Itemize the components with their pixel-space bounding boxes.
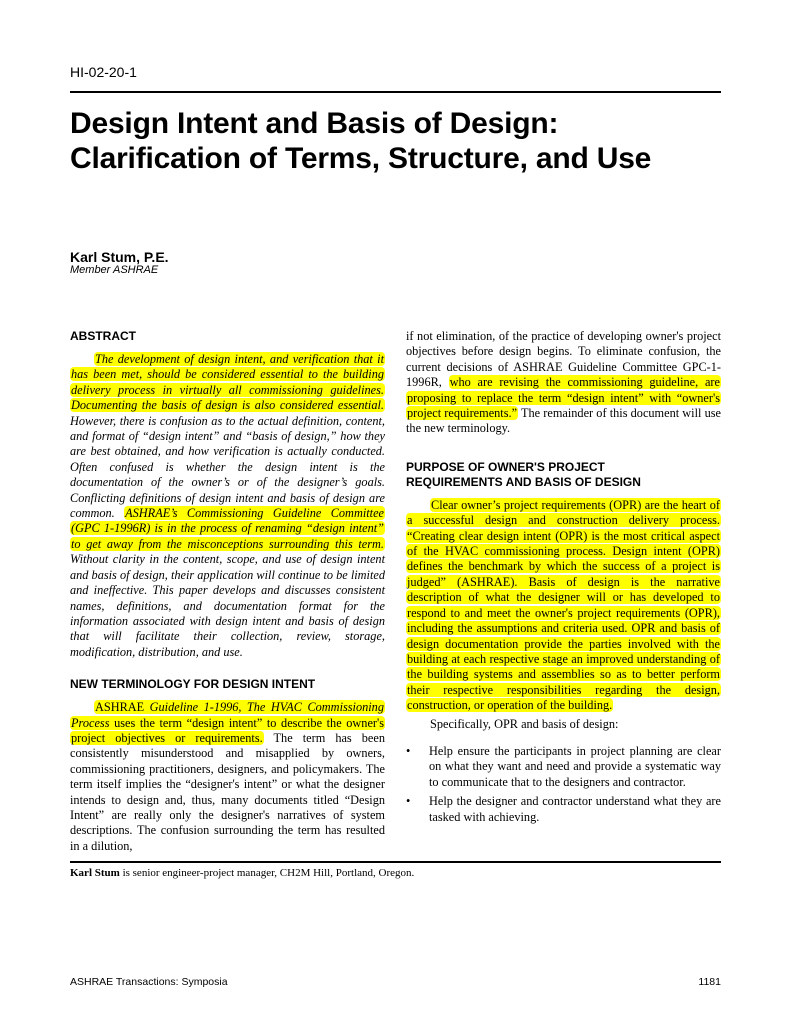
footnote-rule-divider — [70, 861, 721, 863]
abstract-heading: ABSTRACT — [70, 329, 136, 343]
hl-text-a: ASHRAE — [95, 700, 150, 715]
right-column — [406, 329, 721, 829]
author-name: Karl Stum, P.E. — [70, 249, 169, 265]
highlight-abstract-2: ASHRAE’s Commissioning Guideline Committee (GPC 1-1996R) is in the process of renaming “design intent” to get away from the misconceptions surrounding this term. — [71, 506, 384, 551]
bullet-item — [406, 744, 721, 790]
author-affiliation: Member ASHRAE — [70, 264, 159, 276]
highlight-purpose: Clear owner’s project requirements (OPR) are the heart of a successful design and construction delivery process. “Creating clear design intent (OPR) is the most critical aspect of the HVAC commissioning process. Design intent (OPR) defines the benchmark by which the success of a project is judged” (ASHRAE). Basis of design is the narrative description of what the designer will or has developed to respond to and meet the owner's project requirements (OPR), including the assumptions and criteria used. OPR and basis of design documentation provide the parties involved with the building at each respective stage an improved understanding of the building systems and assemblies so as to better perform their respective responsibilities regarding the design, construction, or operation of the building. — [407, 497, 720, 713]
abstract-text-2: However, there is confusion as to the actual definition, content, and format of “design intent” and “basis of design,” how they are best obtained, and how verification is actually conducted. Often confused is whether the design intent is the documentation of the owner’s or of the designer’s goals. Conflicting definitions of design intent and basis of design are common. — [70, 413, 385, 521]
bullet-text: Help the designer and contractor understand what they are tasked with achieving. — [429, 794, 721, 824]
top-rule-divider — [70, 91, 721, 93]
bullet-icon: • — [406, 794, 411, 809]
specifically-paragraph: Specifically, OPR and basis of design: — [430, 716, 619, 731]
title-line-2: Clarification of Terms, Structure, and Use — [70, 142, 652, 175]
new-terminology-paragraph — [70, 700, 385, 854]
bullet-icon: • — [406, 743, 411, 758]
highlight-abstract-1: The development of design intent, and verification that it has been met, should be considered essential to the building delivery process in virtually all commissioning guidelines. Documenting the basis of design is also considered essential. — [71, 352, 384, 413]
bullet-text: Help ensure the participants in project planning are clear on what they want and need and provide a systematic way to communicate that to the designers and contractor. — [429, 743, 721, 789]
purpose-heading-line-1: PURPOSE OF OWNER'S PROJECT — [406, 459, 605, 474]
new-terminology-heading: NEW TERMINOLOGY FOR DESIGN INTENT — [70, 677, 316, 692]
paper-title — [70, 106, 651, 176]
abstract-paragraph — [70, 352, 385, 660]
abstract-text-4: Without clarity in the content, scope, and use of design intent and basis of design, their application will continue to be limited and ineffective. This paper develops and discusses consistent names, definitions, and documentation format for the information associated with design intent and basis of design that will facilitate their collection, review, storage, modification, distribution, and use. — [70, 552, 385, 659]
purpose-heading — [406, 460, 721, 490]
author-footnote — [70, 867, 414, 879]
highlight-terminology-2: who are revising the commissioning guideline, are proposing to replace the term “design intent” with “owner's project requirements.” — [407, 375, 720, 421]
footnote-text: is senior engineer-project manager, CH2M Hill, Portland, Oregon. — [119, 867, 415, 879]
footnote-author-name: Karl Stum — [70, 867, 120, 879]
journal-name: ASHRAE Transactions: Symposia — [70, 976, 228, 988]
page-number: 1181 — [698, 976, 721, 988]
guideline-title-italic: Guideline 1-1996, The HVAC Commissioning Process — [71, 700, 384, 730]
left-column — [70, 329, 385, 854]
purpose-heading-line-2: REQUIREMENTS AND BASIS OF DESIGN — [406, 474, 641, 489]
purpose-bullet-list — [406, 744, 721, 825]
terminology-text-2: The term has been consistently misunderstood and misapplied by owners, commissioning practitioners, designers, and policymakers. The term itself implies the “designer's intent” or what the designer intends to design and, thus, many documents titled “Design Intent” are really only the designer's narratives of system descriptions. The confusion surrounding the term has resulted in a dilution, — [70, 730, 385, 853]
terminology-continued-paragraph — [406, 329, 721, 437]
continued-text-1: if not elimination, of the practice of developing owner's project objectives before design begins. To eliminate confusion, the current decisions of ASHRAE Guideline Committee GPC-1-1996R, — [406, 329, 721, 390]
title-line-1: Design Intent and Basis of Design: — [70, 107, 559, 140]
hl-text-b: uses the term “design intent” to describe the owner's project objectives or requirements. — [71, 715, 384, 745]
bullet-item — [406, 794, 721, 825]
continued-text-2: The remainder of this document will use the new terminology. — [406, 406, 721, 436]
document-id: HI-02-20-1 — [70, 64, 137, 80]
purpose-paragraph — [406, 498, 721, 714]
